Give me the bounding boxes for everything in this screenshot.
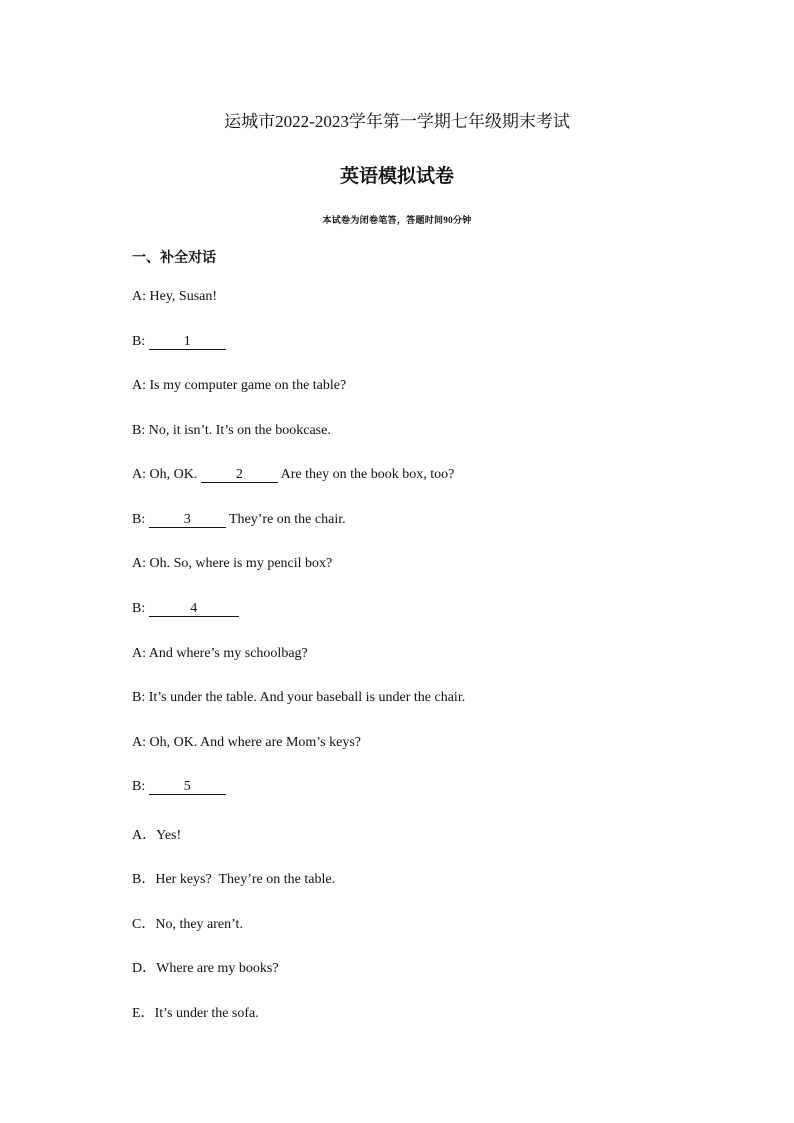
speaker-label: A: bbox=[132, 467, 146, 482]
option-text: No, they aren’t. bbox=[155, 917, 243, 932]
speaker-label: B: bbox=[132, 601, 146, 616]
dialogue-line-1 bbox=[132, 289, 217, 305]
speaker-label: B: bbox=[132, 690, 146, 705]
answer-blank-3[interactable]: 3 bbox=[149, 513, 226, 528]
option-a bbox=[132, 824, 181, 844]
dialogue-line-11 bbox=[132, 735, 361, 751]
dialogue-text: Is my computer game on the table? bbox=[149, 378, 347, 393]
dialogue-line-10 bbox=[132, 690, 465, 706]
dialogue-text: They’re on the chair. bbox=[228, 512, 346, 527]
option-text: It’s under the sofa. bbox=[154, 1006, 259, 1021]
option-e bbox=[132, 1002, 259, 1022]
dialogue-line-5 bbox=[132, 467, 454, 483]
option-c bbox=[132, 913, 243, 933]
option-text: Yes! bbox=[156, 828, 182, 843]
dialogue-line-12 bbox=[132, 779, 226, 795]
option-letter: E． bbox=[132, 1006, 155, 1021]
option-text: Where are my books? bbox=[156, 961, 279, 976]
dialogue-line-3 bbox=[132, 378, 346, 394]
dialogue-line-4 bbox=[132, 423, 331, 439]
option-d bbox=[132, 957, 279, 977]
dialogue-line-8 bbox=[132, 601, 239, 617]
dialogue-text: It’s under the table. And your baseball is under the chair. bbox=[148, 690, 466, 705]
option-letter: D． bbox=[132, 961, 157, 976]
section-heading: 一、补全对话 bbox=[132, 251, 216, 266]
option-letter: C． bbox=[132, 917, 156, 932]
dialogue-line-6 bbox=[132, 512, 346, 528]
dialogue-line-9 bbox=[132, 646, 308, 662]
speaker-label: A: bbox=[132, 378, 146, 393]
option-letter: A． bbox=[132, 828, 157, 843]
option-letter: B． bbox=[132, 872, 156, 887]
dialogue-text: Hey, Susan! bbox=[149, 289, 218, 304]
paper-title: 英语模拟试卷 bbox=[339, 166, 454, 187]
option-b bbox=[132, 868, 335, 888]
speaker-label: B: bbox=[132, 512, 146, 527]
speaker-label: A: bbox=[132, 289, 146, 304]
exam-instructions: 本试卷为闭卷笔答，答题时间90分钟 bbox=[322, 215, 472, 225]
dialogue-text: Oh, OK. And where are Mom’s keys? bbox=[149, 735, 362, 750]
dialogue-text: Are they on the book box, too? bbox=[280, 467, 455, 482]
speaker-label: B: bbox=[132, 423, 146, 438]
dialogue-text: Oh. So, where is my pencil box? bbox=[149, 556, 333, 571]
exam-title: 运城市2022-2023学年第一学期七年级期末考试 bbox=[224, 112, 570, 131]
speaker-label: B: bbox=[132, 779, 146, 794]
speaker-label: A: bbox=[132, 646, 146, 661]
dialogue-text: No, it isn’t. It’s on the bookcase. bbox=[148, 423, 331, 438]
dialogue-pre-text: Oh, OK. bbox=[149, 467, 198, 482]
answer-blank-2[interactable]: 2 bbox=[201, 468, 278, 483]
speaker-label: A: bbox=[132, 556, 146, 571]
dialogue-line-7 bbox=[132, 556, 332, 572]
answer-blank-4[interactable]: 4 bbox=[149, 602, 239, 617]
option-text: Her keys? They’re on the table. bbox=[155, 872, 336, 887]
dialogue-text: And where’s my schoolbag? bbox=[148, 646, 308, 661]
speaker-label: B: bbox=[132, 334, 146, 349]
answer-blank-5[interactable]: 5 bbox=[149, 780, 226, 795]
dialogue-line-2 bbox=[132, 334, 226, 350]
answer-blank-1[interactable]: 1 bbox=[149, 335, 226, 350]
speaker-label: A: bbox=[132, 735, 146, 750]
